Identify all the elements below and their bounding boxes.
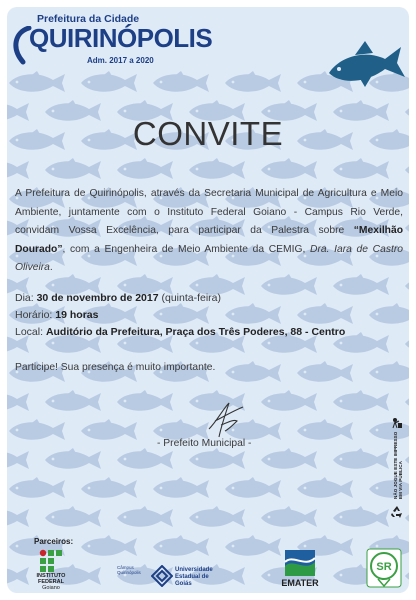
ifg-line-1: INSTITUTO <box>36 573 66 579</box>
event-details <box>15 290 345 341</box>
city-name: QUIRINÓPOLIS <box>29 23 213 53</box>
trash-bin-icon <box>391 417 403 429</box>
weekday: (quinta-feira) <box>158 292 222 304</box>
emater-logo-icon <box>283 548 317 578</box>
ueg-campus-line-1: Câmpus <box>117 565 134 570</box>
partner-ifg <box>31 549 71 591</box>
paragraph-text-intro: A Prefeitura de Quirinópolis, através da Secretaria Municipal de Agricultura e Meio Ambiente, juntamente com o Instituto Federal Goiano - Campus Rio Verde, convidam Vossa Excelência, para participar da Palestra sobre <box>15 188 403 236</box>
partner-sr <box>366 548 402 593</box>
time-label: Horário: <box>15 309 56 321</box>
invitation-paragraph <box>15 185 403 278</box>
ueg-campus <box>117 565 141 575</box>
paragraph-text-middle: , com a Engenheira de Meio Ambiente da CEMIG, <box>62 243 311 255</box>
ifg-name <box>31 573 71 591</box>
event-date <box>15 290 345 307</box>
emater-name: EMATER <box>281 578 319 588</box>
signature-icon <box>203 399 247 441</box>
sr-logo-text: SR <box>376 561 392 573</box>
ifg-line-2: FEDERAL <box>38 579 64 585</box>
sr-logo-icon <box>366 548 402 588</box>
signatory-title: - Prefeito Municipal - <box>157 438 252 449</box>
ueg-line-2: Estadual de Goiás <box>175 574 209 587</box>
time-value: 19 horas <box>55 309 99 321</box>
invitation-title: CONVITE <box>132 115 284 152</box>
recycle-icon <box>390 505 404 519</box>
paragraph-text-end: . <box>49 262 53 273</box>
closing-line: Participe! Sua presença é muito importante. <box>15 362 216 373</box>
date-label: Dia: <box>15 292 37 304</box>
partner-emater <box>275 548 325 588</box>
partners-label: Parceiros: <box>34 537 74 546</box>
date-value: 30 de novembro de 2017 <box>36 292 159 304</box>
speaker-name: Dra. Iara de Castro Oliveira <box>15 243 404 273</box>
ueg-logo-icon <box>151 565 173 587</box>
ueg-line-1: Universidade <box>175 567 213 573</box>
lecture-topic: “Mexilhão Dourado” <box>15 225 403 255</box>
prefeitura-label: Prefeitura da Cidade <box>37 13 140 25</box>
invitation-content <box>7 7 409 593</box>
administration-period: Adm. 2017 a 2020 <box>87 56 154 65</box>
ifg-logo-icon <box>39 549 63 573</box>
event-location <box>15 324 345 341</box>
city-logo <box>9 10 213 70</box>
location-label: Local: <box>15 326 46 338</box>
invitation-card <box>7 7 409 593</box>
ueg-name <box>175 567 227 588</box>
fish-logo-icon <box>325 37 407 89</box>
location-value: Auditório da Prefeitura, Praça dos Três Poderes, 88 - Centro <box>45 326 346 338</box>
recycle-notice <box>389 417 405 527</box>
recycle-notice-text: NÃO JOGUE ESTE IMPRESSO EM VIA PÚBLICA <box>393 431 403 499</box>
ueg-campus-line-2: Quirinópolis <box>117 570 141 575</box>
event-time <box>15 307 345 324</box>
ifg-line-3: Goiano <box>42 585 60 591</box>
